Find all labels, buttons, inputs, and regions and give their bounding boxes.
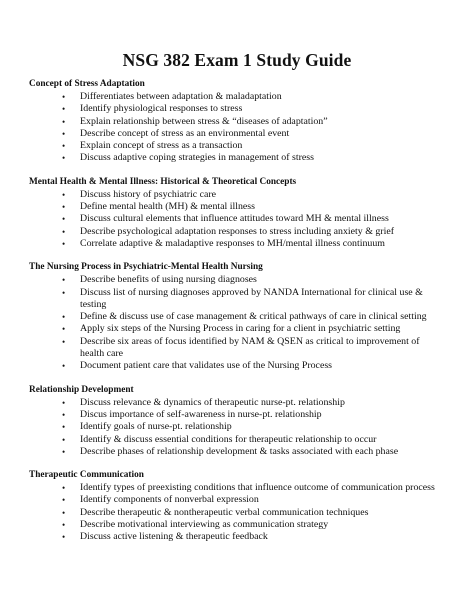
bullet-list bbox=[29, 397, 449, 458]
bullet-icon: • bbox=[62, 202, 66, 213]
list-item-text: Explain concept of stress as a transaction bbox=[80, 140, 243, 152]
bullet-icon: • bbox=[62, 189, 66, 200]
list-item-text: Document patient care that validates use of the Nursing Process bbox=[80, 360, 333, 372]
bullet-icon: • bbox=[62, 446, 66, 457]
document-body bbox=[29, 79, 449, 544]
list-item bbox=[29, 201, 449, 213]
list-item bbox=[29, 152, 449, 164]
bullet-icon: • bbox=[62, 507, 66, 518]
list-item-text: Describe psychological adaptation responses to stress including anxiety & grief bbox=[80, 225, 394, 237]
list-item-text: Describe motivational interviewing as communication strategy bbox=[80, 519, 329, 531]
bullet-list bbox=[29, 482, 449, 543]
bullet-icon: • bbox=[62, 336, 66, 347]
list-item bbox=[29, 519, 449, 531]
list-item-text: Define mental health (MH) & mental illness bbox=[80, 201, 255, 213]
bullet-icon: • bbox=[62, 116, 66, 127]
bullet-icon: • bbox=[62, 214, 66, 225]
list-item-text: Define & discuss use of case management & critical pathways of care in clinical setting bbox=[80, 311, 427, 323]
list-item-text: Identify & discuss essential conditions for therapeutic relationship to occur bbox=[80, 433, 377, 445]
list-item-text: Discuss active listening & therapeutic feedback bbox=[80, 531, 268, 543]
section-heading: Mental Health & Mental Illness: Historical & Theoretical Concepts bbox=[29, 176, 297, 187]
bullet-icon: • bbox=[62, 483, 66, 494]
section bbox=[29, 262, 449, 372]
bullet-icon: • bbox=[62, 275, 66, 286]
list-item bbox=[29, 91, 449, 103]
list-item bbox=[29, 360, 449, 372]
bullet-icon: • bbox=[62, 520, 66, 531]
list-item-text: Differentiates between adaptation & maladaptation bbox=[80, 91, 282, 102]
list-item bbox=[29, 226, 449, 238]
list-item-text: Describe six areas of focus identified by NAM & QSEN as critical to improvement of health care bbox=[80, 335, 420, 360]
list-item bbox=[29, 213, 449, 225]
list-item-text: Describe therapeutic & nontherapeutic verbal communication techniques bbox=[80, 506, 369, 518]
list-item-text: Discuss adaptive coping strategies in management of stress bbox=[80, 152, 314, 164]
bullet-icon: • bbox=[62, 409, 66, 420]
list-item-text: Apply six steps of the Nursing Process in caring for a client in psychiatric setting bbox=[80, 323, 401, 335]
section bbox=[29, 385, 449, 458]
bullet-icon: • bbox=[62, 141, 66, 152]
bullet-icon: • bbox=[62, 434, 66, 445]
list-item bbox=[29, 323, 449, 335]
document-title: NSG 382 Exam 1 Study Guide bbox=[122, 50, 352, 70]
bullet-icon: • bbox=[62, 495, 66, 506]
bullet-icon: • bbox=[62, 92, 66, 102]
list-item bbox=[29, 507, 449, 519]
bullet-icon: • bbox=[62, 397, 66, 408]
list-item bbox=[29, 311, 449, 323]
list-item bbox=[29, 434, 449, 446]
bullet-icon: • bbox=[62, 128, 66, 139]
list-item-text: Discuss list of nursing diagnoses approved by NANDA International for clinical use & testing bbox=[80, 286, 423, 310]
bullet-icon: • bbox=[62, 238, 66, 249]
list-item-text: Describe concept of stress as an environmental event bbox=[80, 127, 290, 139]
list-item bbox=[29, 421, 449, 433]
bullet-icon: • bbox=[62, 422, 66, 433]
bullet-icon: • bbox=[62, 226, 66, 237]
list-item bbox=[29, 140, 449, 152]
list-item bbox=[29, 409, 449, 421]
list-item-text: Describe phases of relationship development & tasks associated with each phase bbox=[80, 445, 399, 457]
list-item-text: Explain relationship between stress & “diseases of adaptation” bbox=[80, 115, 328, 127]
list-item bbox=[29, 238, 449, 250]
section-heading: Concept of Stress Adaptation bbox=[29, 79, 145, 89]
list-item bbox=[29, 103, 449, 115]
list-item bbox=[29, 336, 449, 361]
list-item bbox=[29, 531, 449, 543]
list-item-text: Discuss relevance & dynamics of therapeutic nurse-pt. relationship bbox=[80, 396, 345, 408]
section bbox=[29, 79, 449, 165]
list-item-text: Identify components of nonverbal expression bbox=[80, 494, 259, 506]
list-item bbox=[29, 274, 449, 286]
list-item bbox=[29, 494, 449, 506]
list-item-text: Identify physiological responses to stress bbox=[80, 103, 243, 115]
list-item bbox=[29, 482, 449, 494]
list-item bbox=[29, 446, 449, 458]
list-item-text: Discus importance of self-awareness in nurse-pt. relationship bbox=[80, 408, 322, 420]
bullet-icon: • bbox=[62, 153, 66, 164]
bullet-icon: • bbox=[62, 287, 66, 298]
bullet-list bbox=[29, 274, 449, 372]
list-item-text: Correlate adaptive & maladaptive responses to MH/mental illness continuum bbox=[80, 237, 385, 249]
bullet-list bbox=[29, 91, 449, 165]
list-item bbox=[29, 287, 449, 312]
bullet-icon: • bbox=[62, 361, 66, 372]
list-item bbox=[29, 397, 449, 409]
bullet-icon: • bbox=[62, 324, 66, 335]
list-item bbox=[29, 189, 449, 201]
bullet-list bbox=[29, 189, 449, 250]
list-item-text: Describe benefits of using nursing diagnoses bbox=[80, 274, 257, 286]
section-heading: The Nursing Process in Psychiatric-Mental Health Nursing bbox=[29, 262, 263, 273]
list-item bbox=[29, 116, 449, 128]
bullet-icon: • bbox=[62, 104, 66, 115]
list-item bbox=[29, 128, 449, 140]
list-item-text: Discuss history of psychiatric care bbox=[80, 188, 217, 200]
list-item-text: Identify types of preexisting conditions that influence outcome of communication process bbox=[80, 482, 435, 494]
section-heading: Therapeutic Communication bbox=[29, 470, 144, 481]
list-item-text: Identify goals of nurse-pt. relationship bbox=[80, 421, 232, 433]
section-heading: Relationship Development bbox=[29, 384, 134, 395]
list-item-text: Discuss cultural elements that influence attitudes toward MH & mental illness bbox=[80, 213, 389, 225]
bullet-icon: • bbox=[62, 312, 66, 323]
bullet-icon: • bbox=[62, 532, 66, 543]
section bbox=[29, 470, 449, 543]
section bbox=[29, 177, 449, 250]
